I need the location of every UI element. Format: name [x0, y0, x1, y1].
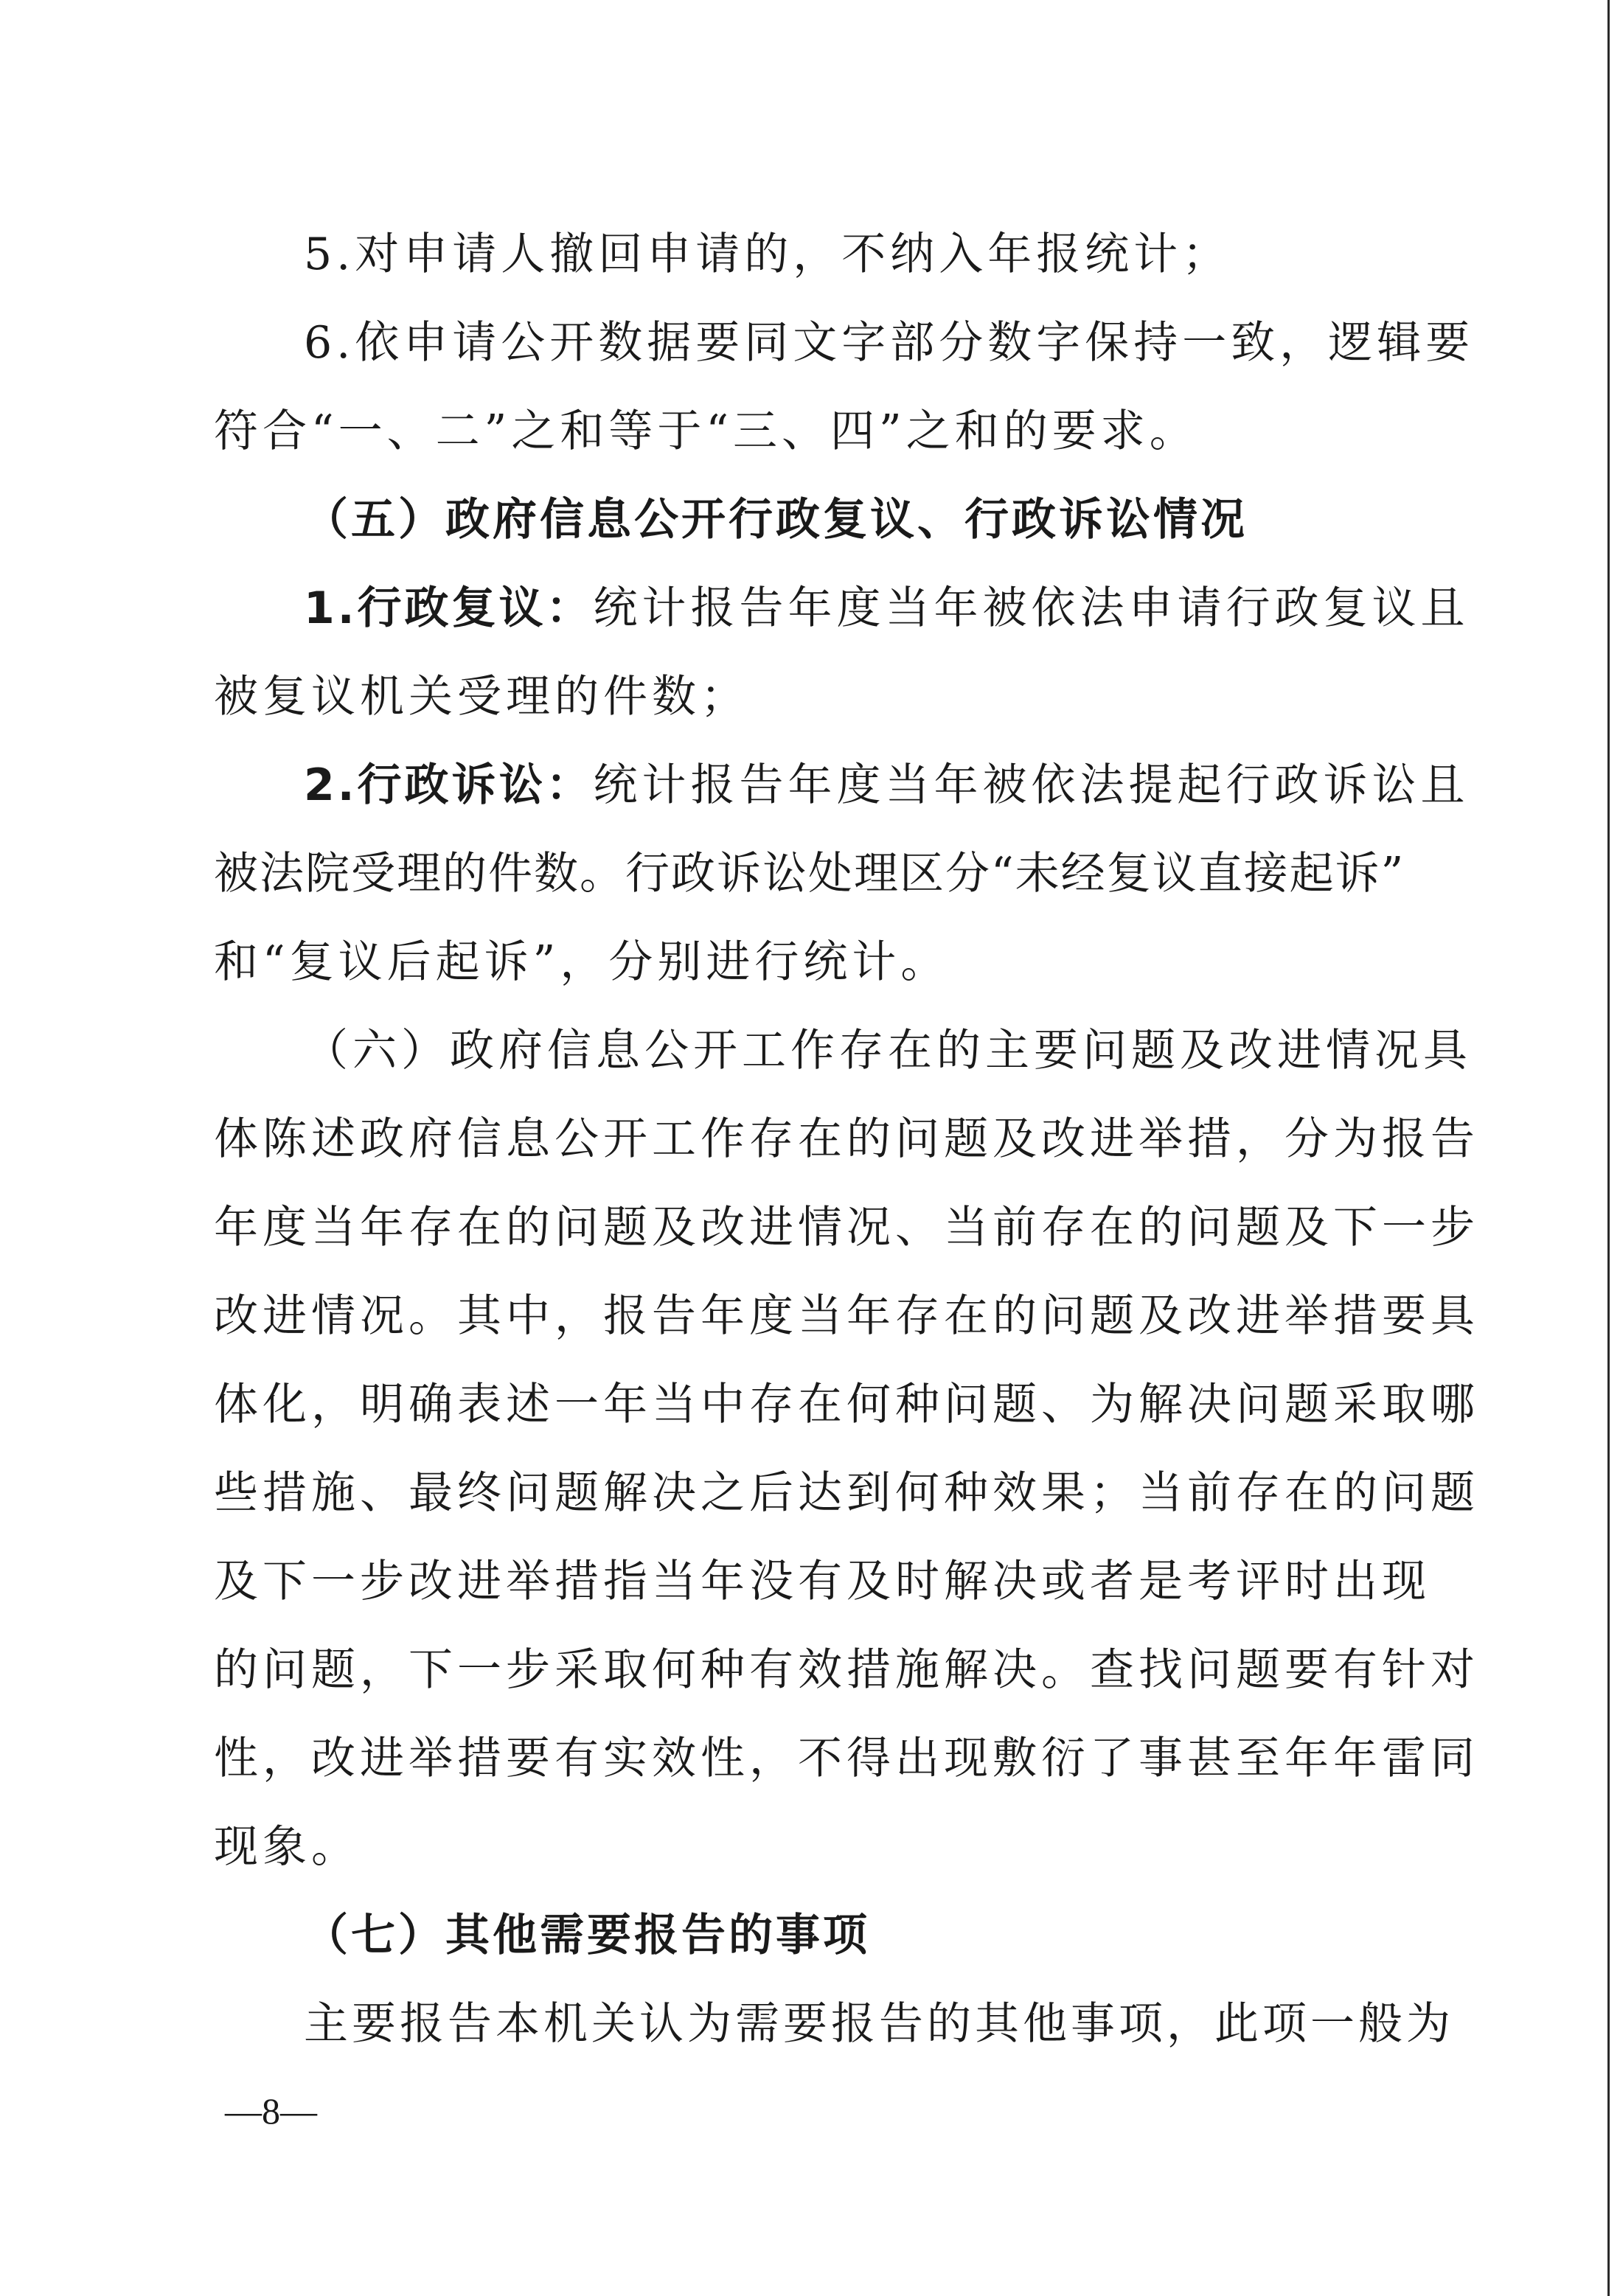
- admin-litigation-text: 统计报告年度当年被依法提起行政诉讼且: [593, 759, 1470, 811]
- section-6-paragraph-line2: 体陈述政府信息公开工作存在的问题及改进举措，分为报告: [214, 1113, 1479, 1165]
- section-6-paragraph-line8: 的问题，下一步采取何种有效措施解决。查找问题要有针对: [214, 1644, 1479, 1696]
- section-6-paragraph-line10: 现象。: [214, 1821, 360, 1873]
- admin-review-paragraph-line2: 被复议机关受理的件数；: [214, 671, 749, 723]
- item-5-text: 5.对申请人撤回申请的，不纳入年报统计；: [304, 229, 1231, 280]
- page-number: —8—: [225, 2090, 317, 2132]
- section-6-paragraph-line1: （六）政府信息公开工作存在的主要问题及改进情况具: [304, 1025, 1472, 1076]
- item-6-text-line1: 6.依申请公开数据要同文字部分数字保持一致，逻辑要: [304, 317, 1475, 369]
- admin-litigation-label: 2.行政诉讼：: [304, 759, 594, 811]
- admin-litigation-paragraph-line3: 和“复议后起诉”，分别进行统计。: [214, 936, 950, 988]
- admin-review-label: 1.行政复议：: [304, 582, 594, 634]
- item-6-text-line2: 符合“一、二”之和等于“三、四”之和的要求。: [214, 406, 1198, 457]
- admin-litigation-paragraph-line1: [304, 756, 1470, 815]
- section-6-paragraph-line5: 体化，明确表述一年当中存在何种问题、为解决问题采取哪: [214, 1379, 1479, 1430]
- binding-edge-line: [1607, 0, 1610, 2296]
- section-6-paragraph-line6: 些措施、最终问题解决之后达到何种效果；当前存在的问题: [214, 1467, 1479, 1519]
- admin-litigation-paragraph-line2: 被法院受理的件数。行政诉讼处理区分“未经复议直接起诉”: [214, 848, 1405, 900]
- section-7-paragraph-line1: 主要报告本机关认为需要报告的其他事项，此项一般为: [304, 1998, 1454, 2050]
- section-7-heading: （七）其他需要报告的事项: [304, 1910, 870, 1961]
- admin-review-text: 统计报告年度当年被依法申请行政复议且: [593, 582, 1470, 634]
- admin-review-paragraph-line1: [304, 579, 1470, 638]
- section-6-paragraph-line9: 性，改进举措要有实效性，不得出现敷衍了事甚至年年雷同: [214, 1733, 1479, 1784]
- section-6-paragraph-line7: 及下一步改进举措指当年没有及时解决或者是考评时出现: [214, 1556, 1430, 1607]
- section-6-paragraph-line4: 改进情况。其中，报告年度当年存在的问题及改进举措要具: [214, 1290, 1479, 1342]
- section-5-heading: （五）政府信息公开行政复议、行政诉讼情况: [304, 494, 1248, 546]
- section-6-paragraph-line3: 年度当年存在的问题及改进情况、当前存在的问题及下一步: [214, 1202, 1479, 1253]
